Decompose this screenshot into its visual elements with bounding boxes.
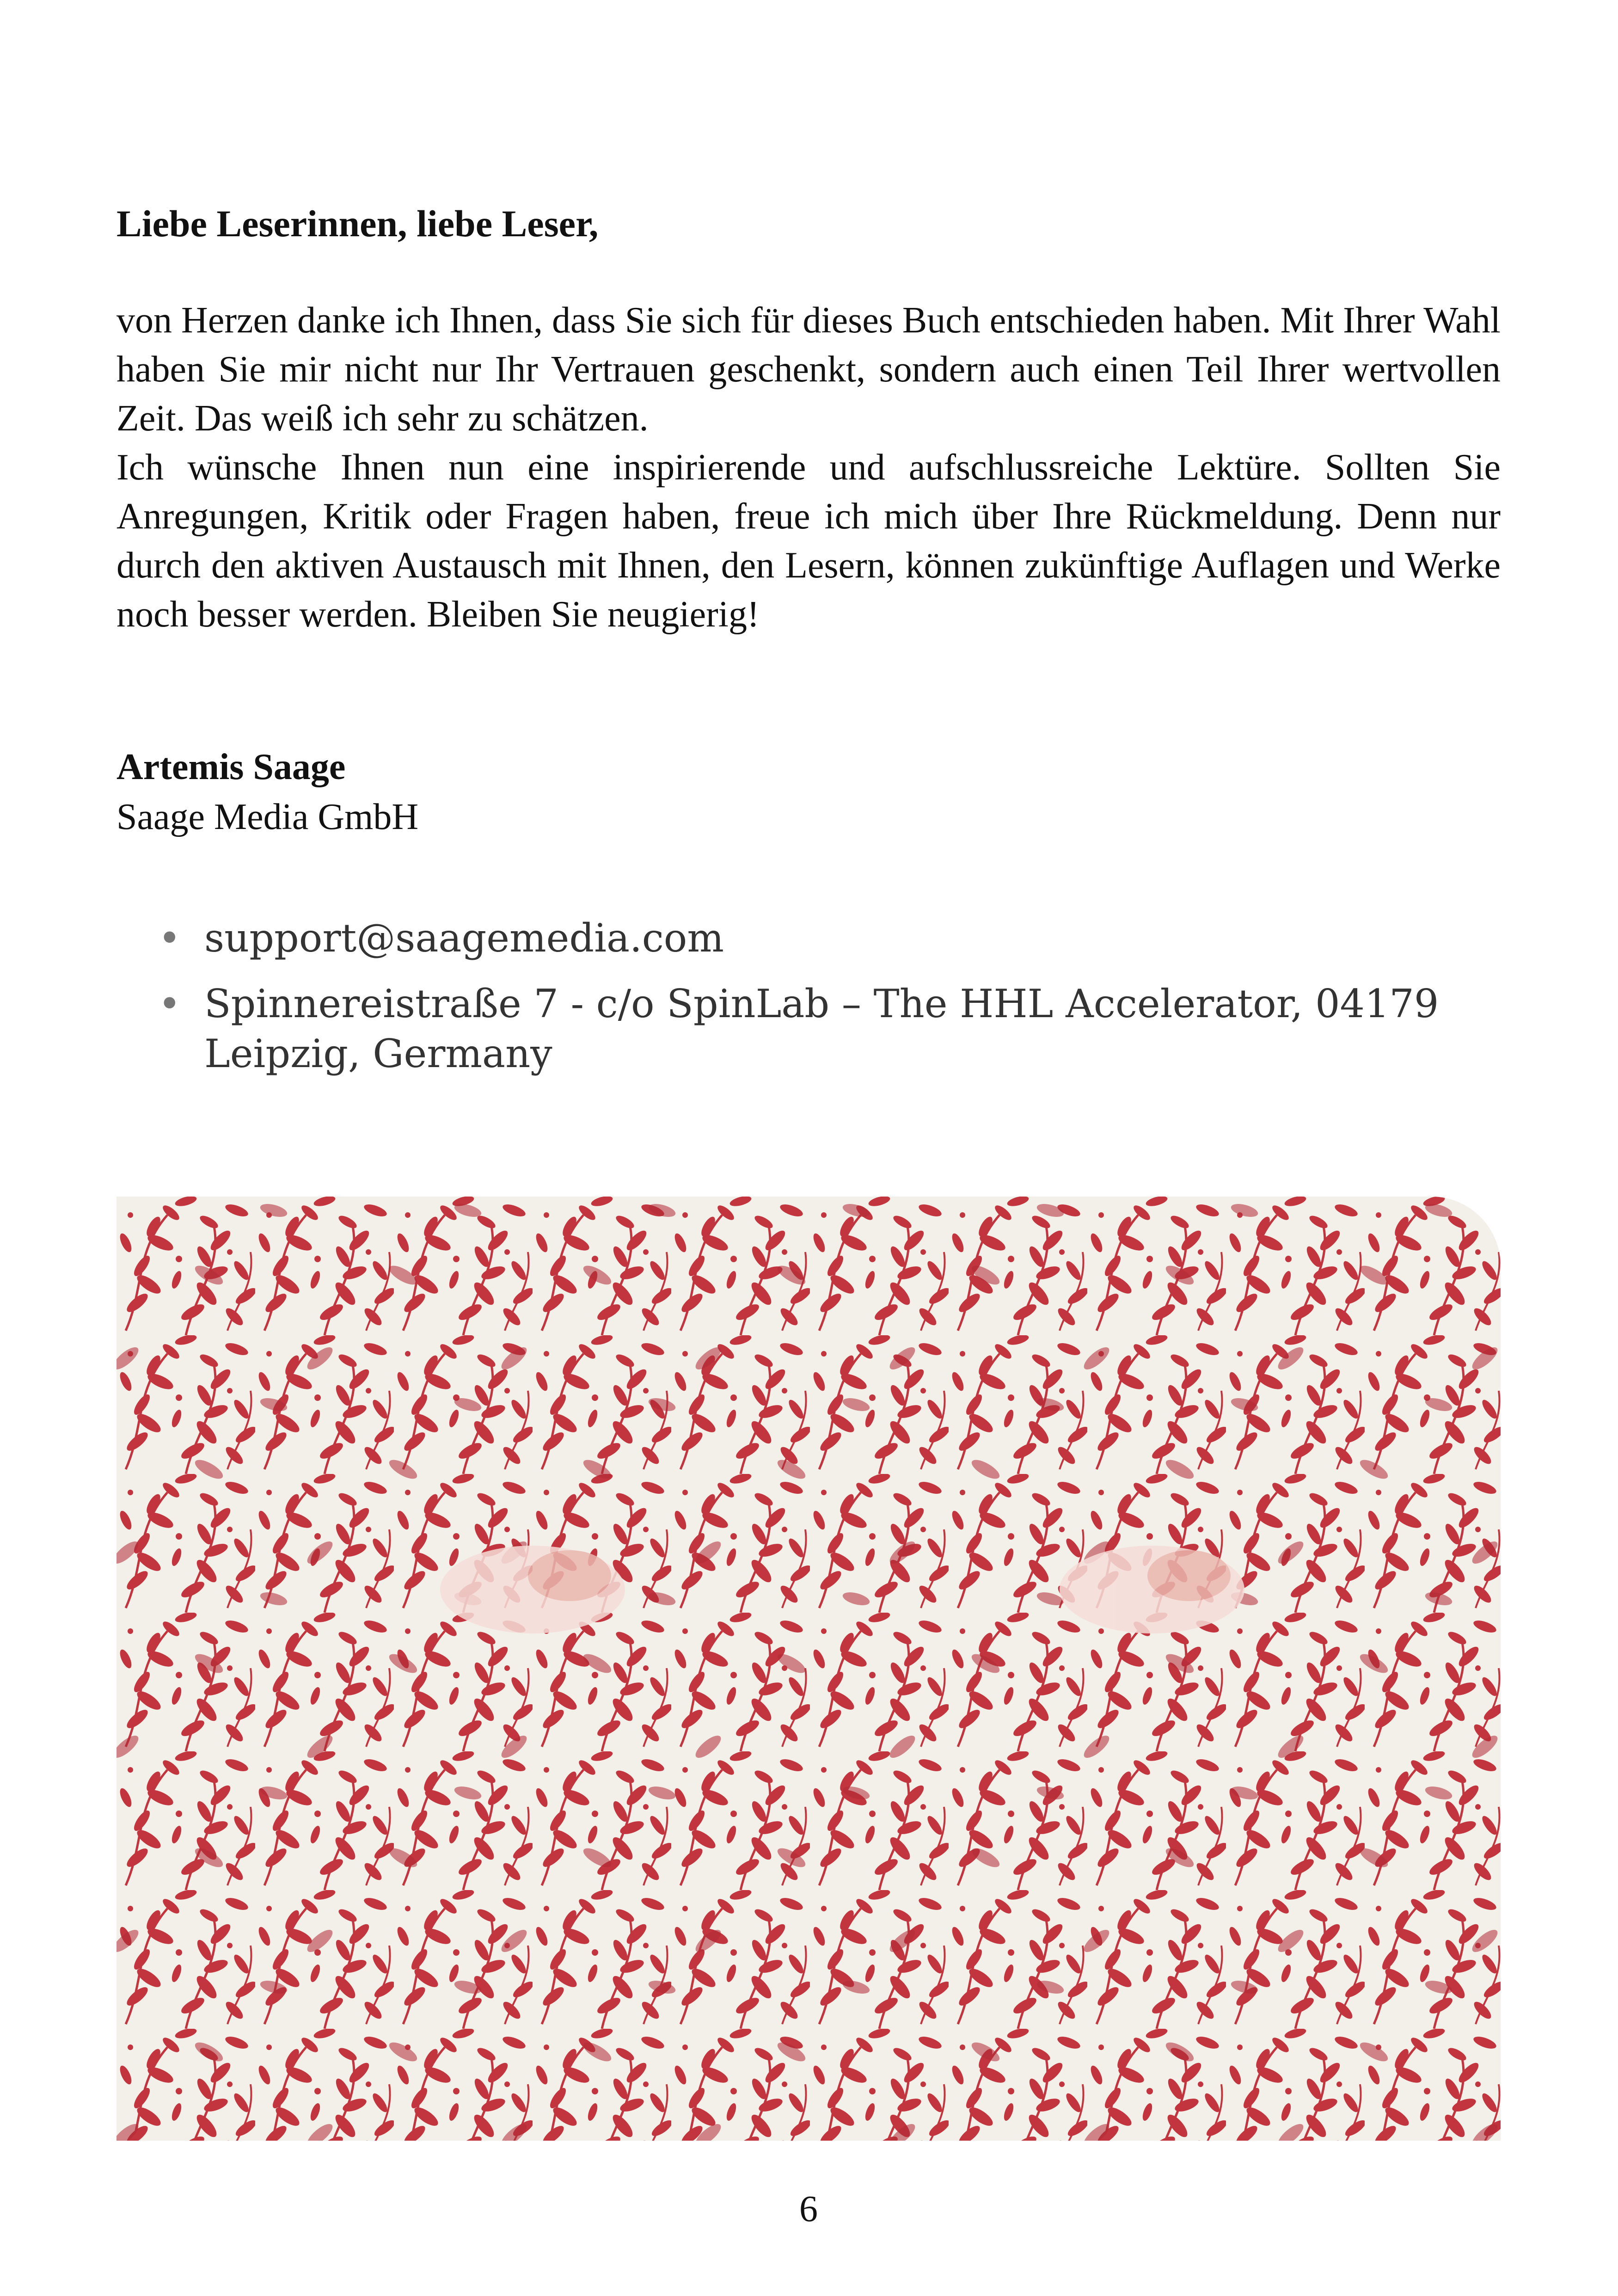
signature-block	[116, 742, 418, 842]
letter-body	[116, 296, 1501, 639]
bullet-icon: •	[158, 981, 181, 1026]
page-number: 6	[799, 2189, 818, 2229]
letter-paragraph-1: von Herzen danke ich Ihnen, dass Sie sich für dieses Buch entschieden haben. Mit Ihrer Wahl haben Sie mir nicht nur Ihr Vertrauen geschenkt, sondern auch einen Teil Ihrer wertvollen Zeit. Das weiß ich sehr zu schätzen.	[116, 300, 1501, 439]
contact-list	[158, 913, 1499, 1094]
contact-address-item	[158, 979, 1499, 1079]
bullet-icon: •	[158, 915, 181, 961]
letter-paragraph-2: Ich wünsche Ihnen nun eine inspirierende und aufschlussreiche Lektüre. Sollten Sie Anregungen, Kritik oder Fragen haben, freue ich mich über Ihre Rückmeldung. Denn nur durch den aktiven Austausch mit Ihnen, den Lesern, können zukünftige Auflagen und Werke noch besser werden. Bleiben Sie neugierig!	[116, 447, 1501, 635]
company-name: Saage Media GmbH	[116, 797, 419, 837]
contact-email-item	[158, 913, 1499, 963]
figure-vignette-right	[1060, 1546, 1244, 1633]
botanical-pattern-image	[116, 1197, 1501, 2141]
contact-email[interactable]: support@saagemedia.com	[204, 915, 724, 961]
letter-greeting: Liebe Leserinnen, liebe Leser,	[116, 203, 599, 245]
figure-vignette-left	[440, 1546, 625, 1633]
contact-address: Spinnereistraße 7 - c/o SpinLab – The HHL Accelerator, 04179 Leipzig, Germany	[204, 981, 1439, 1076]
book-page	[116, 0, 1501, 2296]
author-name: Artemis Saage	[116, 747, 346, 787]
